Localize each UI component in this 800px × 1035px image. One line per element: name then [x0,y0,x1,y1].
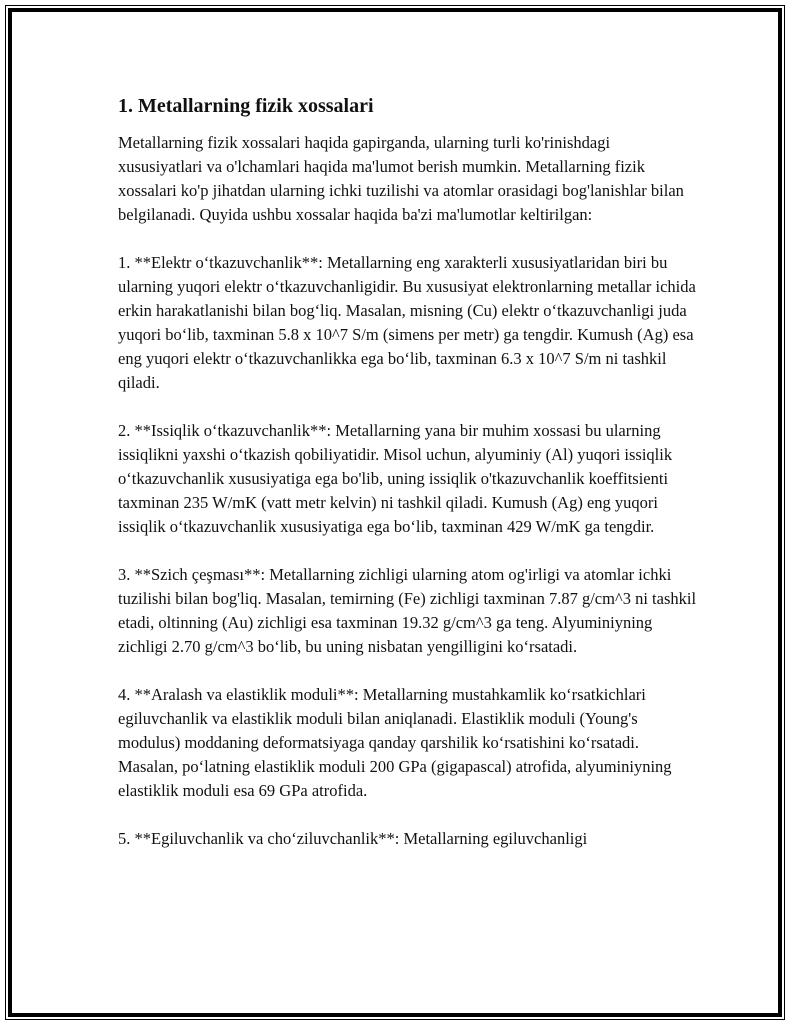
paragraph-elastic-modulus: 4. **Aralash va elastiklik moduli**: Metallarning mustahkamlik ko‘rsatkichlari egiluvchanlik va elastiklik moduli bilan aniqlanadi. Elastiklik moduli (Young's modulus) moddaning deformatsiyaga qanday qarshilik ko‘rsatishini ko‘rsatadi. Masalan, po‘latning elastiklik moduli 200 GPa (gigapascal) atrofida, alyuminiyning elastiklik moduli esa 69 GPa atrofida. [118,685,672,800]
paragraph-density: 3. **Szich çeşması**: Metallarning zichligi ularning atom og'irligi va atomlar ichki tuzilishi bilan bog'liq. Masalan, temirning (Fe) zichligi taxminan 7.87 g/cm^3 ni tashkil etadi, oltinning (Au) zichligi esa taxminan 19.32 g/cm^3 ga teng. Alyuminiyning zichligi 2.70 g/cm^3 bo‘lib, bu uning nisbatan yengilligini ko‘rsatadi. [118,565,697,656]
paragraph-electrical-conductivity: 1. **Elektr o‘tkazuvchanlik**: Metallarning eng xarakterli xususiyatlaridan biri bu ularning yuqori elektr o‘tkazuvchanligidir. Bu xususiyat elektronlarning metallar ichida erkin harakatlanishi bilan bog‘liq. Masalan, misning (Cu) elektr o‘tkazuvchanligi juda yuqori bo‘lib, taxminan 5.8 x 10^7 S/m (simens per metr) ga tengdir. Kumush (Ag) esa eng yuqori elektr o‘tkazuvchanlikka ega bo‘lib, taxminan 6.3 x 10^7 S/m ni tashkil qiladi. [118,253,696,392]
document-body [118,93,698,875]
section-heading: 1. Metallarning fizik xossalari [118,95,374,117]
paragraph-thermal-conductivity: 2. **Issiqlik o‘tkazuvchanlik**: Metallarning yana bir muhim xossasi bu ularning issiqlikni yaxshi o‘tkazish qobiliyatidir. Misol uchun, alyuminiy (Al) yuqori issiqlik o‘tkazuvchanlik xususiyatiga ega bo'lib, uning issiqlik o'tkazuvchanlik koeffitsienti taxminan 235 W/mK (vatt metr kelvin) ni tashkil qiladi. Kumush (Ag) eng yuqori issiqlik o‘tkazuvchanlik xususiyatiga ega bo‘lib, taxminan 429 W/mK ga tengdir. [118,421,673,536]
intro-paragraph: Metallarning fizik xossalari haqida gapirganda, ularning turli ko'rinishdagi xususiyatlari va o'lchamlari haqida ma'lumot berish mumkin. Metallarning fizik xossalari ko'p jihatdan ularning ichki tuzilishi va atomlar orasidagi bog'lanishlar bilan belgilanadi. Quyida ushbu xossalar haqida ba'zi ma'lumotlar keltirilgan: [118,133,684,224]
paragraph-ductility: 5. **Egiluvchanlik va cho‘ziluvchanlik**: Metallarning egiluvchanligi [118,829,588,848]
